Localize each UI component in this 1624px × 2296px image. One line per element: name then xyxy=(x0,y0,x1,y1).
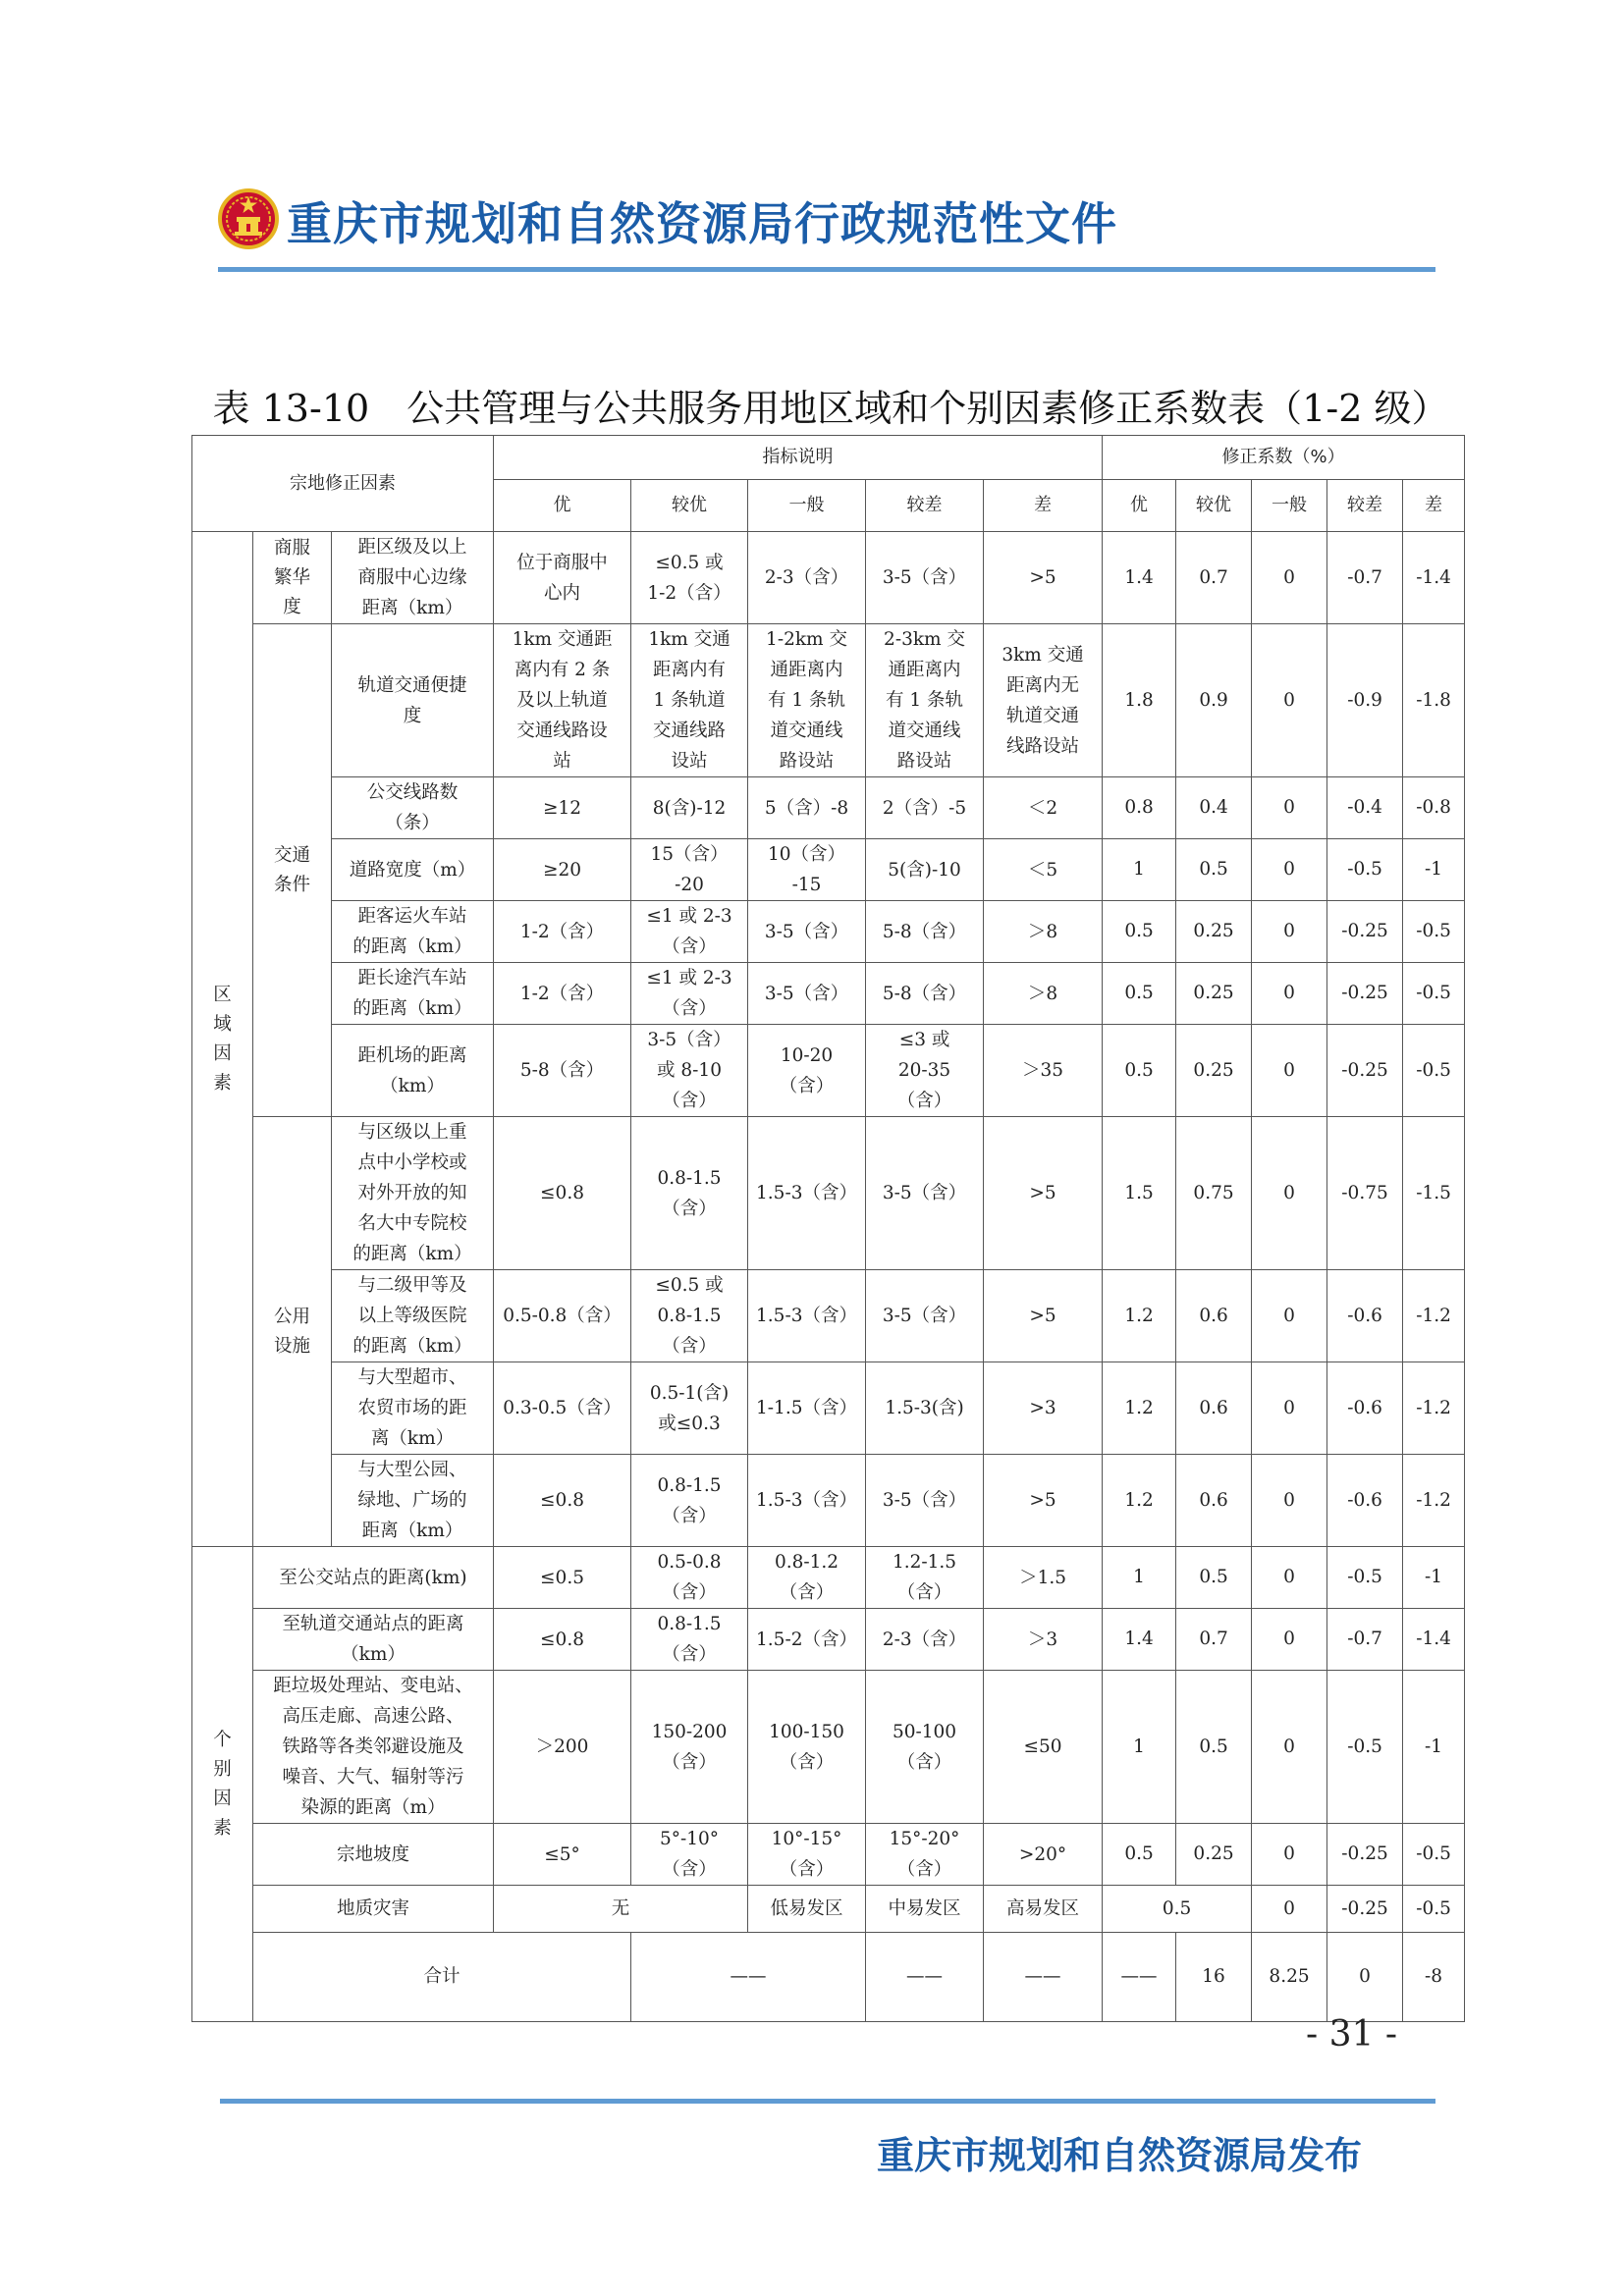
indicator-value: ＞3 xyxy=(984,1609,1103,1671)
coefficient-value: -0.5 xyxy=(1403,901,1465,963)
coefficient-value: 1 xyxy=(1103,839,1176,901)
coefficient-value: -0.5 xyxy=(1327,839,1403,901)
total-coefficient: 16 xyxy=(1176,1933,1252,2022)
indicator-value: 无 xyxy=(494,1886,748,1933)
table-row xyxy=(192,963,1465,1025)
factor-name: 至轨道交通站点的距离 （km） xyxy=(253,1609,494,1671)
indicator-value: 2-3（含） xyxy=(866,1609,984,1671)
coefficient-value: -0.6 xyxy=(1327,1362,1403,1455)
coefficient-value: -0.5 xyxy=(1327,1671,1403,1824)
page-number: - 31 - xyxy=(1306,2014,1398,2055)
footer-divider xyxy=(220,2099,1435,2104)
header-divider xyxy=(218,267,1435,272)
factor-name: 与大型超市、 农贸市场的距 离（km） xyxy=(332,1362,494,1455)
coefficient-value: 0.5 xyxy=(1103,1025,1176,1117)
indicator-value: 3-5（含） xyxy=(866,1270,984,1362)
factor-name: 距区级及以上 商服中心边缘 距离（km） xyxy=(332,532,494,624)
indicator-value: 10（含） -15 xyxy=(748,839,866,901)
coefficient-value: -1.2 xyxy=(1403,1362,1465,1455)
coefficient-value: 0 xyxy=(1252,1117,1327,1270)
indicator-value: 1.5-2（含） xyxy=(748,1609,866,1671)
indicator-value: 150-200 （含） xyxy=(631,1671,748,1824)
coefficient-value: -0.25 xyxy=(1327,963,1403,1025)
coefficient-value: 0 xyxy=(1252,532,1327,624)
category-regional: 区 域 因 素 xyxy=(192,532,253,1547)
coefficient-value: 1.2 xyxy=(1103,1270,1176,1362)
indicator-value: ＞8 xyxy=(984,963,1103,1025)
indicator-value: 0.8-1.2 （含） xyxy=(748,1547,866,1609)
coefficient-value: 1.2 xyxy=(1103,1362,1176,1455)
header-coef-col: 较优 xyxy=(1176,480,1252,532)
indicator-value: 3-5（含） xyxy=(866,1117,984,1270)
coefficient-value: -1.4 xyxy=(1403,532,1465,624)
coefficient-value: -1 xyxy=(1403,1671,1465,1824)
indicator-value: 0.8-1.5 （含） xyxy=(631,1117,748,1270)
coefficient-value: -0.6 xyxy=(1327,1270,1403,1362)
correction-factor-table xyxy=(191,435,1465,2022)
coefficient-value: 0 xyxy=(1252,1609,1327,1671)
coefficient-value: -1 xyxy=(1403,1547,1465,1609)
coefficient-value: 0 xyxy=(1252,839,1327,901)
indicator-value: >3 xyxy=(984,1362,1103,1455)
total-coefficient: -8 xyxy=(1403,1933,1465,2022)
footer-publisher: 重庆市规划和自然资源局发布 xyxy=(877,2134,1363,2177)
indicator-value: 5°-10° （含） xyxy=(631,1824,748,1886)
indicator-value: ≤0.5 xyxy=(494,1547,631,1609)
indicator-value: 1-2（含） xyxy=(494,901,631,963)
header-coef-group: 修正系数（%） xyxy=(1103,436,1465,480)
total-dash: —— xyxy=(984,1933,1103,2022)
indicator-value: ≤0.8 xyxy=(494,1117,631,1270)
coefficient-value: 0 xyxy=(1252,963,1327,1025)
coefficient-value: -0.8 xyxy=(1403,777,1465,839)
coefficient-value: 1 xyxy=(1103,1547,1176,1609)
indicator-value: >5 xyxy=(984,1270,1103,1362)
coefficient-value: 0 xyxy=(1252,624,1327,777)
coefficient-value: 0.7 xyxy=(1176,1609,1252,1671)
coefficient-value: -1 xyxy=(1403,839,1465,901)
indicator-value: 10°-15° （含） xyxy=(748,1824,866,1886)
indicator-value: ＜2 xyxy=(984,777,1103,839)
indicator-value: ＞200 xyxy=(494,1671,631,1824)
category-individual: 个 别 因 素 xyxy=(192,1547,253,2022)
total-coefficient: 8.25 xyxy=(1252,1933,1327,2022)
coefficient-value: 0 xyxy=(1252,1886,1327,1933)
table-row xyxy=(192,1547,1465,1609)
header-factor: 宗地修正因素 xyxy=(192,436,494,532)
factor-name: 与二级甲等及 以上等级医院 的距离（km） xyxy=(332,1270,494,1362)
coefficient-value: -0.25 xyxy=(1327,1025,1403,1117)
table-row xyxy=(192,1270,1465,1362)
coefficient-value: -0.25 xyxy=(1327,1824,1403,1886)
indicator-value: >5 xyxy=(984,1455,1103,1547)
indicator-value: ≤50 xyxy=(984,1671,1103,1824)
coefficient-value: 1 xyxy=(1103,1671,1176,1824)
indicator-value: ＞35 xyxy=(984,1025,1103,1117)
indicator-value: 1km 交通 距离内有 1 条轨道 交通线路 设站 xyxy=(631,624,748,777)
indicator-value: 0.8-1.5 （含） xyxy=(631,1609,748,1671)
coefficient-value: 0.4 xyxy=(1176,777,1252,839)
coefficient-value: 0.25 xyxy=(1176,963,1252,1025)
coefficient-value: -0.75 xyxy=(1327,1117,1403,1270)
coefficient-value: -1.8 xyxy=(1403,624,1465,777)
indicator-value: ≤0.8 xyxy=(494,1455,631,1547)
coefficient-value: 0.5 xyxy=(1103,901,1176,963)
coefficient-value: -0.7 xyxy=(1327,532,1403,624)
factor-name: 道路宽度（m） xyxy=(332,839,494,901)
coefficient-value: 1.4 xyxy=(1103,1609,1176,1671)
indicator-value: 1-2km 交 通距离内 有 1 条轨 道交通线 路设站 xyxy=(748,624,866,777)
indicator-value: 10-20 （含） xyxy=(748,1025,866,1117)
document-header xyxy=(218,185,1435,278)
header-indicator-group: 指标说明 xyxy=(494,436,1103,480)
indicator-value: ＜5 xyxy=(984,839,1103,901)
table-row xyxy=(192,1455,1465,1547)
subgroup-commerce: 商服 繁华 度 xyxy=(253,532,332,624)
coefficient-value: 1.2 xyxy=(1103,1455,1176,1547)
header-indicator-col: 优 xyxy=(494,480,631,532)
coefficient-value: -0.5 xyxy=(1403,963,1465,1025)
header-coef-col: 较差 xyxy=(1327,480,1403,532)
table-row xyxy=(192,901,1465,963)
coefficient-value: 0.7 xyxy=(1176,532,1252,624)
indicator-value: ≤1 或 2-3 （含） xyxy=(631,901,748,963)
indicator-value: 15（含） -20 xyxy=(631,839,748,901)
indicator-value: ≤5° xyxy=(494,1824,631,1886)
header-indicator-col: 一般 xyxy=(748,480,866,532)
indicator-value: 2-3（含） xyxy=(748,532,866,624)
coefficient-value: -0.5 xyxy=(1403,1824,1465,1886)
table-body xyxy=(192,436,1465,2022)
indicator-value: >20° xyxy=(984,1824,1103,1886)
header-coef-col: 优 xyxy=(1103,480,1176,532)
coefficient-value: 0.5 xyxy=(1176,1547,1252,1609)
indicator-value: 1-1.5（含） xyxy=(748,1362,866,1455)
total-dash: —— xyxy=(631,1933,866,2022)
header-indicator-col: 较优 xyxy=(631,480,748,532)
coefficient-value: 0.6 xyxy=(1176,1455,1252,1547)
coefficient-value: 0.5 xyxy=(1103,963,1176,1025)
factor-name: 距垃圾处理站、变电站、 高压走廊、高速公路、 铁路等各类邻避设施及 噪音、大气、辐射等污 染源的距离（m） xyxy=(253,1671,494,1824)
coefficient-value: 0 xyxy=(1252,1455,1327,1547)
indicator-value: 位于商服中 心内 xyxy=(494,532,631,624)
indicator-value: 3km 交通 距离内无 轨道交通 线路设站 xyxy=(984,624,1103,777)
coefficient-value: 0 xyxy=(1252,1270,1327,1362)
subgroup-facilities: 公用 设施 xyxy=(253,1117,332,1547)
factor-name: 至公交站点的距离(km) xyxy=(253,1547,494,1609)
factor-name: 地质灾害 xyxy=(253,1886,494,1933)
header-indicator-col: 较差 xyxy=(866,480,984,532)
table-row xyxy=(192,839,1465,901)
coefficient-value: 0.25 xyxy=(1176,1025,1252,1117)
indicator-value: ≤1 或 2-3 （含） xyxy=(631,963,748,1025)
table-row xyxy=(192,1824,1465,1886)
coefficient-value: 0.9 xyxy=(1176,624,1252,777)
indicator-value: 5-8（含） xyxy=(866,963,984,1025)
coefficient-value: 0.5 xyxy=(1176,839,1252,901)
indicator-value: 15°-20° （含） xyxy=(866,1824,984,1886)
header-indicator-col: 差 xyxy=(984,480,1103,532)
subgroup-traffic: 交通 条件 xyxy=(253,624,332,1117)
coefficient-value: 0.5 xyxy=(1103,1886,1252,1933)
table-row xyxy=(192,1362,1465,1455)
indicator-value: 1km 交通距 离内有 2 条 及以上轨道 交通线路设 站 xyxy=(494,624,631,777)
header-row-1 xyxy=(192,436,1465,480)
coefficient-value: 0 xyxy=(1252,777,1327,839)
table-row xyxy=(192,1671,1465,1824)
coefficient-value: 0 xyxy=(1252,1671,1327,1824)
coefficient-value: -0.7 xyxy=(1327,1609,1403,1671)
table-row xyxy=(192,777,1465,839)
indicator-value: ≤0.5 或 1-2（含） xyxy=(631,532,748,624)
table-row xyxy=(192,1609,1465,1671)
indicator-value: 1.2-1.5 （含） xyxy=(866,1547,984,1609)
header-coef-col: 一般 xyxy=(1252,480,1327,532)
indicator-value: >5 xyxy=(984,532,1103,624)
coefficient-value: 0.5 xyxy=(1103,1824,1176,1886)
coefficient-value: -0.9 xyxy=(1327,624,1403,777)
coefficient-value: 0 xyxy=(1252,901,1327,963)
coefficient-value: 0.25 xyxy=(1176,901,1252,963)
coefficient-value: 0 xyxy=(1252,1362,1327,1455)
coefficient-value: 0.75 xyxy=(1176,1117,1252,1270)
indicator-value: 0.5-1(含) 或≤0.3 xyxy=(631,1362,748,1455)
indicator-value: 2（含）-5 xyxy=(866,777,984,839)
coefficient-value: 1.8 xyxy=(1103,624,1176,777)
indicator-value: 1.5-3（含） xyxy=(748,1117,866,1270)
indicator-value: 3-5（含） 或 8-10 （含） xyxy=(631,1025,748,1117)
indicator-value: 2-3km 交 通距离内 有 1 条轨 道交通线 路设站 xyxy=(866,624,984,777)
indicator-value: 100-150 （含） xyxy=(748,1671,866,1824)
indicator-value: ＞8 xyxy=(984,901,1103,963)
coefficient-value: -1.2 xyxy=(1403,1455,1465,1547)
factor-name: 距客运火车站 的距离（km） xyxy=(332,901,494,963)
national-emblem-icon xyxy=(218,188,279,249)
coefficient-value: 0.6 xyxy=(1176,1362,1252,1455)
coefficient-value: 0 xyxy=(1252,1547,1327,1609)
header-coef-col: 差 xyxy=(1403,480,1465,532)
total-label: 合计 xyxy=(253,1933,631,2022)
factor-name: 宗地坡度 xyxy=(253,1824,494,1886)
indicator-value: 3-5（含） xyxy=(748,963,866,1025)
indicator-value: 0.8-1.5 （含） xyxy=(631,1455,748,1547)
coefficient-value: -1.4 xyxy=(1403,1609,1465,1671)
indicator-value: ＞1.5 xyxy=(984,1547,1103,1609)
indicator-value: ≥12 xyxy=(494,777,631,839)
indicator-value: 3-5（含） xyxy=(866,1455,984,1547)
indicator-value: 5-8（含） xyxy=(866,901,984,963)
indicator-value: 低易发区 xyxy=(748,1886,866,1933)
table-row xyxy=(192,532,1465,624)
factor-name: 距长途汽车站 的距离（km） xyxy=(332,963,494,1025)
total-dash: —— xyxy=(866,1933,984,2022)
factor-name: 公交线路数 （条） xyxy=(332,777,494,839)
factor-name: 与区级以上重 点中小学校或 对外开放的知 名大中专院校 的距离（km） xyxy=(332,1117,494,1270)
table-title: 表 13-10 公共管理与公共服务用地区域和个别因素修正系数表（1-2 级） xyxy=(212,387,1449,430)
indicator-value: 0.3-0.5（含） xyxy=(494,1362,631,1455)
indicator-value: 1.5-3（含） xyxy=(748,1455,866,1547)
indicator-value: ≤0.5 或 0.8-1.5 （含） xyxy=(631,1270,748,1362)
coefficient-value: 0.8 xyxy=(1103,777,1176,839)
indicator-value: 中易发区 xyxy=(866,1886,984,1933)
indicator-value: 1-2（含） xyxy=(494,963,631,1025)
indicator-value: 1.5-3（含） xyxy=(748,1270,866,1362)
indicator-value: 0.5-0.8 （含） xyxy=(631,1547,748,1609)
factor-name: 距机场的距离 （km） xyxy=(332,1025,494,1117)
indicator-value: >5 xyxy=(984,1117,1103,1270)
table-row xyxy=(192,1025,1465,1117)
indicator-value: 8(含)-12 xyxy=(631,777,748,839)
coefficient-value: 0 xyxy=(1252,1824,1327,1886)
indicator-value: 0.5-0.8（含） xyxy=(494,1270,631,1362)
coefficient-value: 1.5 xyxy=(1103,1117,1176,1270)
indicator-value: ≤0.8 xyxy=(494,1609,631,1671)
coefficient-value: 0.5 xyxy=(1176,1671,1252,1824)
coefficient-value: -0.5 xyxy=(1403,1886,1465,1933)
coefficient-value: 0.25 xyxy=(1176,1824,1252,1886)
indicator-value: 1.5-3(含) xyxy=(866,1362,984,1455)
coefficient-value: -1.5 xyxy=(1403,1117,1465,1270)
coefficient-value: 0.6 xyxy=(1176,1270,1252,1362)
indicator-value: 5（含）-8 xyxy=(748,777,866,839)
factor-name: 轨道交通便捷 度 xyxy=(332,624,494,777)
coefficient-value: -0.4 xyxy=(1327,777,1403,839)
coefficient-value: 1.4 xyxy=(1103,532,1176,624)
coefficient-value: -0.25 xyxy=(1327,901,1403,963)
indicator-value: 5(含)-10 xyxy=(866,839,984,901)
indicator-value: ≥20 xyxy=(494,839,631,901)
table-row xyxy=(192,1117,1465,1270)
coefficient-value: -0.6 xyxy=(1327,1455,1403,1547)
total-dash: —— xyxy=(1103,1933,1176,2022)
coefficient-value: -0.5 xyxy=(1327,1547,1403,1609)
indicator-value: ≤3 或 20-35 （含） xyxy=(866,1025,984,1117)
coefficient-value: -0.25 xyxy=(1327,1886,1403,1933)
table-row-total xyxy=(192,1933,1465,2022)
table-row xyxy=(192,624,1465,777)
indicator-value: 50-100 （含） xyxy=(866,1671,984,1824)
indicator-value: 高易发区 xyxy=(984,1886,1103,1933)
indicator-value: 3-5（含） xyxy=(748,901,866,963)
header-title: 重庆市规划和自然资源局行政规范性文件 xyxy=(287,197,1117,250)
coefficient-value: 0 xyxy=(1252,1025,1327,1117)
factor-name: 与大型公园、 绿地、广场的 距离（km） xyxy=(332,1455,494,1547)
total-coefficient: 0 xyxy=(1327,1933,1403,2022)
coefficient-value: -0.5 xyxy=(1403,1025,1465,1117)
table-row-geology xyxy=(192,1886,1465,1933)
indicator-value: 3-5（含） xyxy=(866,532,984,624)
coefficient-value: -1.2 xyxy=(1403,1270,1465,1362)
indicator-value: 5-8（含） xyxy=(494,1025,631,1117)
